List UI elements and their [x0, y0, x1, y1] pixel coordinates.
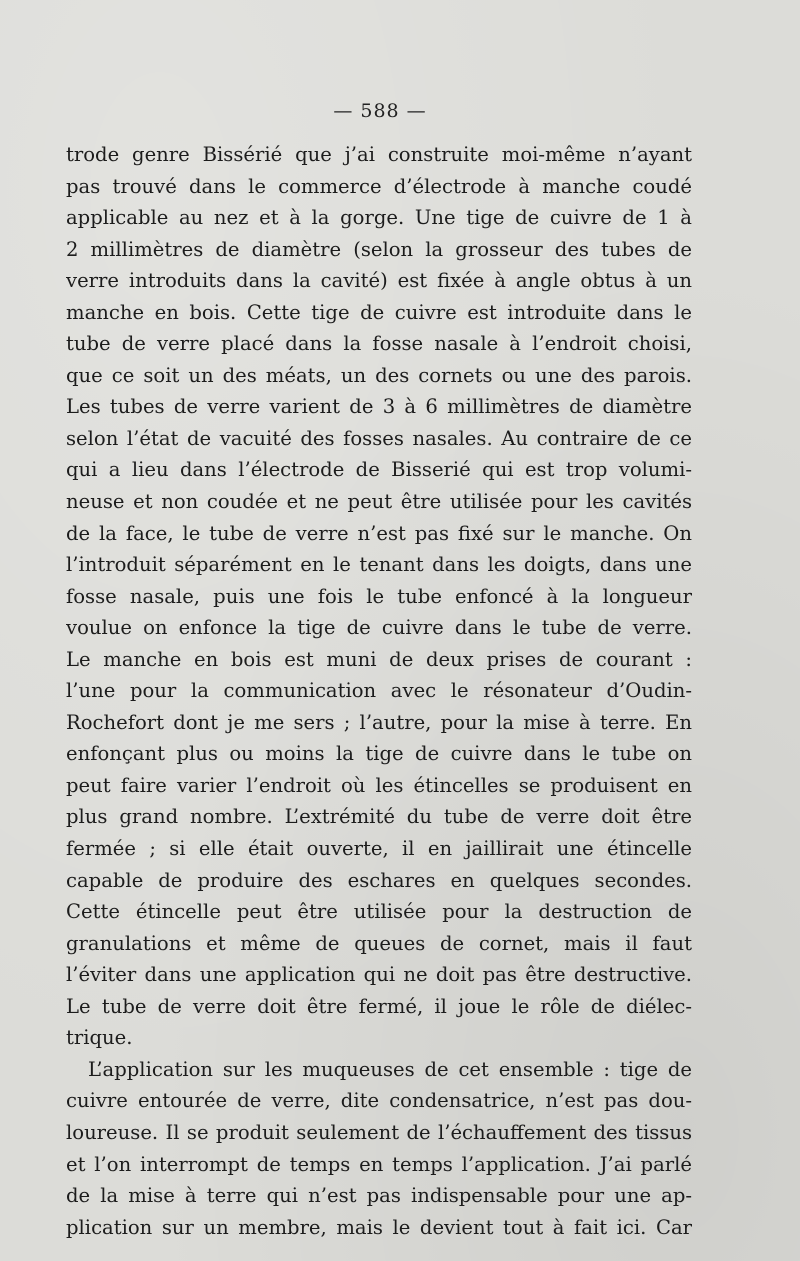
text-line: l’une pour la communication avec le résonateur d’Oudin-: [66, 679, 692, 703]
text-line: fermée ; si elle était ouverte, il en jaillirait une étincelle: [66, 837, 692, 861]
text-line: plus grand nombre. L’extrémité du tube de verre doit être: [66, 805, 692, 829]
text-line: Le tube de verre doit être fermé, il joue le rôle de diélec-: [66, 994, 692, 1018]
text-line: trique.: [66, 1026, 133, 1050]
text-line: cuivre entourée de verre, dite condensatrice, n’est pas dou-: [66, 1089, 692, 1113]
text-line: capable de produire des eschares en quelques secondes.: [66, 868, 692, 892]
text-line: neuse et non coudée et ne peut être utilisée pour les cavités: [66, 490, 692, 514]
text-line: fosse nasale, puis une fois le tube enfoncé à la longueur: [66, 584, 692, 608]
text-line: de la face, le tube de verre n’est pas fixé sur le manche. On: [66, 521, 692, 545]
body-text: [66, 139, 692, 1243]
text-line: trode genre Bissérié que j’ai construite moi-même n’ayant: [66, 143, 692, 166]
text-line: voulue on enfonce la tige de cuivre dans le tube de verre.: [66, 616, 692, 640]
text-line: Cette étincelle peut être utilisée pour la destruction de: [66, 900, 692, 924]
text-line: L’application sur les muqueuses de cet ensemble : tige de: [88, 1057, 692, 1081]
page-number: — 588 —: [333, 100, 427, 122]
text-line: 2 millimètres de diamètre (selon la grosseur des tubes de: [66, 237, 692, 261]
text-line: tube de verre placé dans la fosse nasale à l’endroit choisi,: [66, 332, 692, 356]
text-line: verre introduits dans la cavité) est fixée à angle obtus à un: [66, 269, 692, 293]
text-line: pas trouvé dans le commerce d’électrode à manche coudé: [66, 174, 692, 198]
text-line: Rochefort dont je me sers ; l’autre, pour la mise à terre. En: [66, 710, 692, 734]
text-line: manche en bois. Cette tige de cuivre est introduite dans le: [66, 300, 692, 324]
text-line: et l’on interrompt de temps en temps l’application. J’ai parlé: [66, 1152, 692, 1176]
text-line: selon l’état de vacuité des fosses nasales. Au contraire de ce: [66, 426, 692, 450]
text-line: plication sur un membre, mais le devient tout à fait ici. Car: [66, 1215, 692, 1239]
text-line: granulations et même de queues de cornet, mais il faut: [66, 931, 692, 955]
text-line: l’introduit séparément en le tenant dans les doigts, dans une: [66, 553, 692, 577]
text-line: Les tubes de verre varient de 3 à 6 millimètres de diamètre: [66, 395, 692, 419]
text-line: peut faire varier l’endroit où les étincelles se produisent en: [66, 773, 692, 797]
text-line: l’éviter dans une application qui ne doit pas être destructive.: [66, 963, 692, 987]
text-line: applicable au nez et à la gorge. Une tige de cuivre de 1 à: [66, 206, 692, 230]
text-line: qui a lieu dans l’électrode de Bisserié qui est trop volumi-: [66, 458, 692, 482]
text-line: Le manche en bois est muni de deux prises de courant :: [66, 647, 692, 671]
text-line: enfonçant plus ou moins la tige de cuivre dans le tube on: [66, 742, 692, 766]
text-line: de la mise à terre qui n’est pas indispensable pour une ap-: [66, 1184, 692, 1208]
text-line: loureuse. Il se produit seulement de l’échauffement des tissus: [66, 1120, 692, 1144]
text-line: que ce soit un des méats, un des cornets ou une des parois.: [66, 363, 692, 387]
